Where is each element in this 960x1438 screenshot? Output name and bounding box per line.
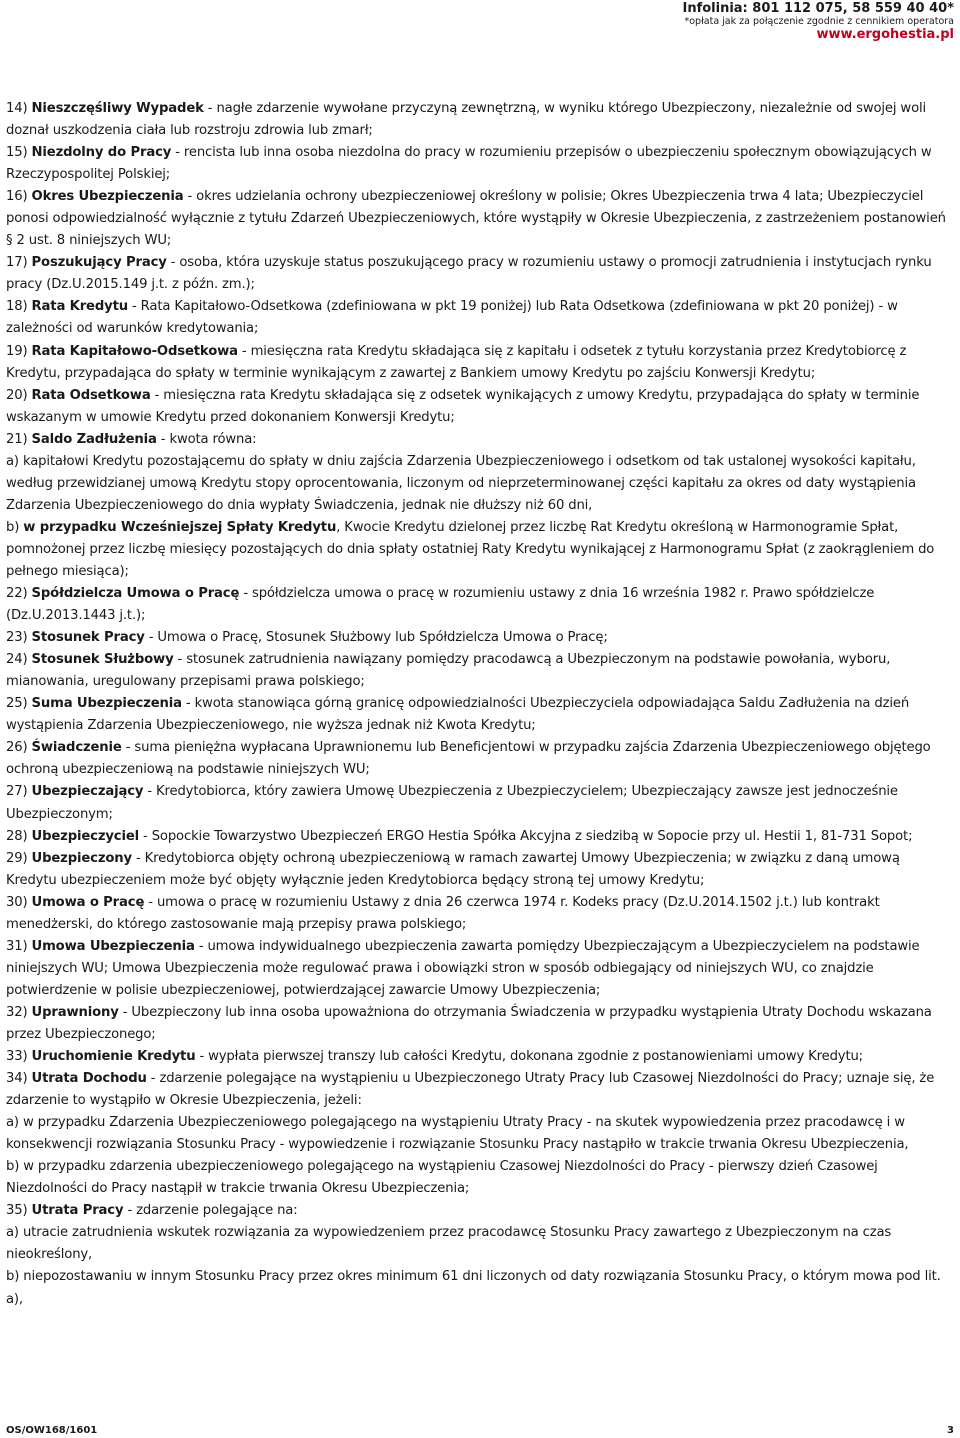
definition-paragraph — [6, 1046, 954, 1068]
paragraph-text: a) w przypadku Zdarzenia Ubezpieczeniowego polegającego na wystąpieniu Utraty Pracy - na skutek wypowiedzenia przez pracodawcę i w konsekwencji rozwiązania Stosunku Pracy - wypowiedzenie i rozwiązanie Stosunku Pracy nastąpiło w trakcie trwania Okresu Ubezpieczenia, — [6, 1115, 909, 1153]
paragraph-text: - Rata Kapitałowo-Odsetkowa (zdefiniowana w pkt 19 poniżej) lub Rata Odsetkowa (zdefiniowana w pkt 20 poniżej) - w zależności od warunków kredytowania; — [6, 299, 898, 337]
paragraph-text: - kwota stanowiąca górną granicę odpowiedzialności Ubezpieczyciela odpowiadająca Saldu Zadłużenia na dzień wystąpienia Zdarzenia Ubezpieczeniowego, nie wyższa jednak niż Kwota Kredytu; — [6, 696, 910, 734]
definition-paragraph — [6, 1156, 954, 1200]
website-link[interactable]: www.ergohestia.pl — [816, 26, 954, 42]
paragraph-text: 16) — [6, 189, 32, 205]
defined-term: Saldo Zadłużenia — [31, 431, 157, 447]
paragraph-text: 17) — [6, 255, 32, 271]
defined-term: Utrata Pracy — [31, 1203, 124, 1219]
definition-paragraph — [6, 1266, 954, 1310]
hotline-text: Infolinia: 801 112 075, 58 559 40 40* — [682, 1, 954, 16]
paragraph-text: 23) — [6, 630, 32, 646]
paragraph-text: - zdarzenie polegające na: — [123, 1203, 298, 1219]
definition-paragraph — [6, 429, 954, 451]
paragraph-text: - stosunek zatrudnienia nawiązany pomiędzy pracodawcą a Ubezpieczonym na podstawie powołania, wyboru, mianowania, uregulowany przepisami prawa polskiego; — [6, 652, 891, 690]
definition-paragraph — [6, 186, 954, 252]
paragraph-text: 24) — [6, 652, 32, 668]
paragraph-text: 22) — [6, 586, 32, 602]
paragraph-text: 35) — [6, 1203, 32, 1219]
hotline-note: *opłata jak za połączenie zgodnie z cennikiem operatora — [684, 15, 954, 27]
defined-term: Rata Odsetkowa — [31, 387, 151, 403]
definition-paragraph — [6, 892, 954, 936]
paragraph-text: - Ubezpieczony lub inna osoba upoważniona do otrzymania Świadczenia w przypadku wystąpienia Utraty Dochodu wskazana przez Ubezpieczonego; — [6, 1004, 932, 1042]
defined-term: Umowa Ubezpieczenia — [31, 938, 195, 954]
paragraph-text: 19) — [6, 343, 32, 359]
definition-paragraph — [6, 1002, 954, 1046]
definition-paragraph — [6, 341, 954, 385]
paragraph-text: - suma pieniężna wypłacana Uprawnionemu lub Beneficjentowi w przypadku zajścia Zdarzenia Ubezpieczeniowego objętego ochroną ubezpieczeniową na podstawie niniejszych WU; — [6, 740, 931, 778]
paragraph-text: 18) — [6, 299, 32, 315]
paragraph-text: - rencista lub inna osoba niezdolna do pracy w rozumieniu przepisów o ubezpieczeniu społecznym obowiązujących w Rzeczypospolitej Polskiej; — [6, 145, 932, 183]
document-code: OS/OW168/1601 — [6, 1425, 98, 1436]
definition-paragraph — [6, 142, 954, 186]
paragraph-text: b) — [6, 519, 24, 535]
definition-paragraph — [6, 98, 954, 142]
definition-paragraph — [6, 737, 954, 781]
definition-paragraph — [6, 826, 954, 848]
paragraph-text: 27) — [6, 784, 32, 800]
defined-term: Spółdzielcza Umowa o Pracę — [31, 586, 240, 602]
defined-term: Nieszczęśliwy Wypadek — [31, 101, 204, 116]
defined-term: Ubezpieczający — [31, 784, 144, 800]
paragraph-text: 15) — [6, 145, 32, 161]
paragraph-text: - spółdzielcza umowa o pracę w rozumieniu ustawy z dnia 16 września 1982 r. Prawo spółdzielcze (Dz.U.2013.1443 j.t.); — [6, 586, 875, 624]
definition-paragraph — [6, 296, 954, 340]
definition-paragraph — [6, 649, 954, 693]
paragraph-text: 20) — [6, 387, 32, 403]
paragraph-text: 30) — [6, 894, 32, 910]
defined-term: Stosunek Pracy — [31, 630, 145, 646]
document-header — [682, 2, 954, 43]
definition-paragraph — [6, 517, 954, 583]
paragraph-text: - Umowa o Pracę, Stosunek Służbowy lub Spółdzielcza Umowa o Pracę; — [144, 630, 608, 646]
defined-term: Suma Ubezpieczenia — [31, 696, 182, 712]
definition-paragraph — [6, 693, 954, 737]
defined-term: Świadczenie — [31, 740, 122, 756]
paragraph-text: a) utracie zatrudnienia wskutek rozwiązania za wypowiedzeniem przez pracodawcę Stosunku Pracy zawartego z Ubezpieczonym na czas nieokreślony, — [6, 1225, 892, 1263]
definition-paragraph — [6, 1222, 954, 1266]
paragraph-text: - wypłata pierwszej transzy lub całości Kredytu, dokonana zgodnie z postanowieniami umowy Kredytu; — [195, 1049, 863, 1065]
defined-term: Uruchomienie Kredytu — [31, 1049, 196, 1065]
paragraph-text: 31) — [6, 938, 32, 954]
definition-paragraph — [6, 1112, 954, 1156]
defined-term: Okres Ubezpieczenia — [31, 189, 184, 205]
defined-term: Niezdolny do Pracy — [31, 145, 172, 161]
definition-paragraph — [6, 583, 954, 627]
defined-term: Ubezpieczyciel — [31, 828, 139, 844]
paragraph-text: - kwota równa: — [156, 431, 257, 447]
defined-term: Utrata Dochodu — [31, 1071, 147, 1087]
definition-paragraph — [6, 848, 954, 892]
paragraph-text: - umowa indywidualnego ubezpieczenia zawarta pomiędzy Ubezpieczającym a Ubezpieczycielem na podstawie niniejszych WU; Umowa Ubezpieczenia może regulować prawa i obowiązki stron w sposób odbiegający od niniejszych WU, co znajdzie potwierdzenie w polisie ubezpieczeniowej, potwierdzającej zawarcie Umowy Ubezpieczenia; — [6, 938, 920, 998]
defined-term: Poszukujący Pracy — [31, 255, 167, 271]
definition-paragraph — [6, 451, 954, 517]
paragraph-text: 33) — [6, 1049, 32, 1065]
defined-term: Rata Kapitałowo-Odsetkowa — [31, 343, 238, 359]
defined-term: Rata Kredytu — [31, 299, 128, 315]
paragraph-text: - miesięczna rata Kredytu składająca się z odsetek wynikających z umowy Kredytu, przypadająca do spłaty w terminie wskazanym w umowie Kredytu przed dokonaniem Konwersji Kredytu; — [6, 387, 920, 425]
defined-term: Umowa o Pracę — [31, 894, 145, 910]
definitions-list — [6, 98, 954, 1311]
paragraph-text: 29) — [6, 850, 32, 866]
paragraph-text: 25) — [6, 696, 32, 712]
paragraph-text: - zdarzenie polegające na wystąpieniu u Ubezpieczonego Utraty Pracy lub Czasowej Niezdolności do Pracy; uznaje się, że zdarzenie to wystąpiło w Okresie Ubezpieczenia, jeżeli: — [6, 1071, 935, 1109]
paragraph-text: 34) — [6, 1071, 32, 1087]
paragraph-text: - umowa o pracę w rozumieniu Ustawy z dnia 26 czerwca 1974 r. Kodeks pracy (Dz.U.2014.1502 j.t.) lub kontrakt menedżerski, do którego zastosowanie mają przepisy prawa polskiego; — [6, 894, 880, 932]
defined-term: Stosunek Służbowy — [31, 652, 174, 668]
definition-paragraph — [6, 1200, 954, 1222]
definition-paragraph — [6, 627, 954, 649]
paragraph-text: 32) — [6, 1004, 32, 1020]
definition-paragraph — [6, 1068, 954, 1112]
paragraph-text: 26) — [6, 740, 32, 756]
definition-paragraph — [6, 781, 954, 825]
paragraph-text: - Kredytobiorca, który zawiera Umowę Ubezpieczenia z Ubezpieczycielem; Ubezpieczający zawsze jest jednocześnie Ubezpieczonym; — [6, 784, 898, 822]
paragraph-text: 21) — [6, 431, 32, 447]
paragraph-text: - miesięczna rata Kredytu składająca się z kapitału i odsetek z tytułu korzystania przez Kredytobiorcę z Kredytu, przypadająca do spłaty w terminie wynikającym z zawartej z Bankiem umowy Kredytu po zajściu Konwersji Kredytu; — [6, 343, 907, 381]
paragraph-text: - nagłe zdarzenie wywołane przyczyną zewnętrzną, w wyniku którego Ubezpieczony, niezależnie od swojej woli doznał uszkodzenia ciała lub rozstroju zdrowia lub zmarł; — [6, 101, 927, 139]
paragraph-text: a) kapitałowi Kredytu pozostającemu do spłaty w dniu zajścia Zdarzenia Ubezpieczeniowego i odsetkom od tak ustalonej wysokości kapitału, według przewidzianej umową Kredytu stopy oprocentowania, liczonym od nieprzeterminowanej części kapitału za okres od daty wystąpienia Zdarzenia Ubezpieczeniowego do dnia wypłaty Świadczenia, jednak nie dłuższy niż 60 dni, — [6, 453, 916, 513]
definition-paragraph — [6, 252, 954, 296]
paragraph-text: - Kredytobiorca objęty ochroną ubezpieczeniową w ramach zawartej Umowy Ubezpieczenia; w związku z daną umową Kredytu ubezpieczeniem może być objęty wyłącznie jeden Kredytobiorca będący stroną tej umowy Kredytu; — [6, 850, 900, 888]
paragraph-text: - okres udzielania ochrony ubezpieczeniowej określony w polisie; Okres Ubezpieczenia trwa 4 lata; Ubezpieczyciel ponosi odpowiedzialność wyłącznie z tytułu Zdarzeń Ubezpieczeniowych, które wystąpiły w Okresie Ubezpieczenia, z zastrzeżeniem postanowień § 2 ust. 8 niniejszych WU; — [6, 189, 946, 249]
definition-paragraph — [6, 936, 954, 1002]
defined-term: Ubezpieczony — [31, 850, 132, 866]
definition-paragraph — [6, 385, 954, 429]
paragraph-text: 28) — [6, 828, 32, 844]
paragraph-text: b) niepozostawaniu w innym Stosunku Pracy przez okres minimum 61 dni liczonych od daty rozwiązania Stosunku Pracy, o którym mowa pod lit. a), — [6, 1269, 941, 1307]
paragraph-text: - osoba, która uzyskuje status poszukującego pracy w rozumieniu ustawy o promocji zatrudnienia i instytucjach rynku pracy (Dz.U.2015.149 j.t. z późn. zm.); — [6, 255, 932, 293]
defined-term: w przypadku Wcześniejszej Spłaty Kredytu — [23, 519, 337, 535]
defined-term: Uprawniony — [31, 1004, 119, 1020]
paragraph-text: 14) — [6, 101, 32, 116]
paragraph-text: - Sopockie Towarzystwo Ubezpieczeń ERGO Hestia Spółka Akcyjna z siedzibą w Sopocie przy ul. Hestii 1, 81-731 Sopot; — [139, 828, 913, 844]
page-number: 3 — [947, 1425, 954, 1436]
paragraph-text: b) w przypadku zdarzenia ubezpieczeniowego polegającego na wystąpieniu Czasowej Niezdolności do Pracy - pierwszy dzień Czasowej Niezdolności do Pracy nastąpił w trakcie trwania Okresu Ubezpieczenia; — [6, 1159, 878, 1197]
paragraph-text: , Kwocie Kredytu dzielonej przez liczbę Rat Kredytu określoną w Harmonogramie Spłat, pomnożonej przez liczbę miesięcy pozostających do dnia spłaty ostatniej Raty Kredytu wynikającej z Harmonogramu Spłat (z zaokrągleniem do pełnego miesiąca); — [6, 519, 935, 579]
